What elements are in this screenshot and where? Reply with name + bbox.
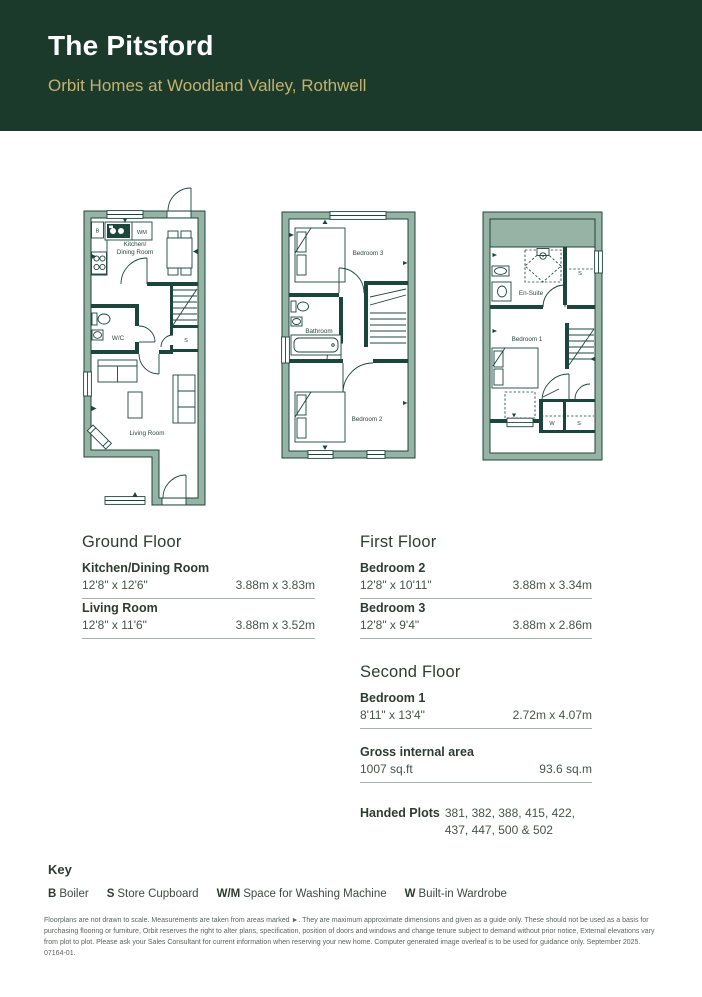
bedroom1-label: Bedroom 1 xyxy=(511,336,543,343)
double-bed xyxy=(295,392,345,442)
key-item xyxy=(405,888,507,900)
table-row xyxy=(82,599,315,639)
store-top-label: S xyxy=(578,271,582,277)
floor-heading-ground: Ground Floor xyxy=(82,533,182,551)
front-door xyxy=(167,188,191,218)
kitchen-label-line2: Dining Room xyxy=(116,249,154,256)
store-bottom-label: S xyxy=(577,421,581,427)
double-bed xyxy=(492,348,538,388)
room-dims-imperial: 12'8" x 11'6" xyxy=(82,618,147,632)
gross-area-row xyxy=(360,743,592,783)
key-label: Boiler xyxy=(59,888,89,900)
store-label: S xyxy=(184,338,188,344)
double-bed xyxy=(295,228,345,282)
sofa xyxy=(98,360,137,382)
handed-plots-values: 381, 382, 388, 415, 422, 437, 447, 500 & 502 xyxy=(444,806,575,837)
boiler-cupboard xyxy=(92,222,104,238)
window xyxy=(105,497,145,505)
second-floor-plan xyxy=(481,209,607,465)
key-abbr: S xyxy=(106,888,115,900)
kitchen-label-line1: Kitchen/ xyxy=(123,241,147,248)
room-dims-metric: 3.88m x 3.34m xyxy=(512,578,592,592)
eaves-band xyxy=(490,219,595,247)
floor-heading-second: Second Floor xyxy=(360,663,461,681)
window xyxy=(330,212,386,220)
window xyxy=(107,211,143,219)
key-label: Space for Washing Machine xyxy=(243,888,387,900)
wardrobe-label: W xyxy=(549,421,555,427)
key-item xyxy=(217,888,387,900)
key-abbr: W xyxy=(404,888,416,900)
living-room-label: Living Room xyxy=(129,430,165,437)
toilet xyxy=(92,313,110,325)
first-floor-plan xyxy=(278,205,419,463)
key-title: Key xyxy=(48,862,72,877)
window xyxy=(282,337,290,363)
sofa xyxy=(173,375,195,423)
table-row xyxy=(360,689,592,729)
header-band xyxy=(0,0,702,131)
toilet xyxy=(291,301,309,312)
room-dims-imperial: 12'8" x 9'4" xyxy=(360,618,420,632)
gross-area-imperial: 1007 sq.ft xyxy=(360,762,413,776)
table-row xyxy=(360,559,592,599)
basin xyxy=(291,317,302,326)
coffee-table xyxy=(128,392,142,418)
key-label: Store Cupboard xyxy=(117,888,199,900)
ground-floor-table xyxy=(82,533,315,639)
gross-area-metric: 93.6 sq.m xyxy=(539,762,592,776)
room-dims-imperial: 12'8" x 12'6" xyxy=(82,578,148,592)
handed-plots-label: Handed Plots xyxy=(360,806,440,820)
window xyxy=(507,418,533,427)
handed-plots xyxy=(360,805,592,839)
page-subtitle: Orbit Homes at Woodland Valley, Rothwell xyxy=(48,76,367,95)
toilet xyxy=(492,282,511,301)
key-item xyxy=(107,888,199,900)
boiler-label: B xyxy=(95,228,100,235)
ensuite-label: En-Suite xyxy=(518,290,544,297)
window xyxy=(367,451,385,459)
disclaimer-text: Floorplans are not drawn to scale. Measurements are taken from areas marked ►. They are maximum approximate dimensions and given as a guide only. These should not be used as a basis for purchasing flooring or furniture, Orbit reserves the right to alter plans, specification, position of doors and windows and change tenure subject to demand without prior notice, External elevations vary from plot to plot. Please ask your Sales Consultant for current information when reserving your new home. Computer generated image overleaf is to be used for guidance only. September 2025. 07164-01. xyxy=(44,917,655,957)
ground-floor-plan xyxy=(78,178,210,508)
window xyxy=(84,372,92,396)
key-abbr: B xyxy=(48,888,57,900)
room-name: Kitchen/Dining Room xyxy=(82,561,210,575)
window xyxy=(595,251,603,273)
room-name: Bedroom 2 xyxy=(360,561,426,575)
basin xyxy=(492,266,509,276)
wc-label: W/C xyxy=(111,335,125,342)
sink-washing-machine-unit xyxy=(105,222,152,240)
room-dims-imperial: 8'11" x 13'4" xyxy=(360,708,425,722)
window xyxy=(308,451,333,459)
gross-area-label: Gross internal area xyxy=(360,745,474,759)
room-dims-metric: 3.88m x 3.83m xyxy=(235,578,315,592)
room-dims-metric: 3.88m x 3.52m xyxy=(235,618,315,632)
basin xyxy=(92,330,103,340)
table-row xyxy=(360,599,592,639)
table-row xyxy=(82,559,315,599)
dining-table xyxy=(167,231,192,275)
upper-floors-table xyxy=(360,533,592,839)
bedroom3-label: Bedroom 3 xyxy=(352,250,384,257)
measure-arrow xyxy=(133,492,138,497)
page-title: The Pitsford xyxy=(48,30,214,61)
bedroom2-label: Bedroom 2 xyxy=(351,416,383,423)
bath xyxy=(291,335,341,355)
key-label: Built-in Wardrobe xyxy=(418,888,507,900)
floor-heading-first: First Floor xyxy=(360,533,437,551)
room-name: Bedroom 1 xyxy=(360,691,426,705)
washing-machine-label: WM xyxy=(137,230,147,236)
room-name: Living Room xyxy=(82,601,158,615)
room-dims-metric: 2.72m x 4.07m xyxy=(512,708,592,722)
key-section xyxy=(48,862,507,900)
key-abbr: W/M xyxy=(216,888,241,900)
bathroom-label: Bathroom xyxy=(305,328,333,335)
room-name: Bedroom 3 xyxy=(360,601,426,615)
room-dims-imperial: 12'8" x 10'11" xyxy=(360,578,432,592)
room-dims-metric: 3.88m x 2.86m xyxy=(512,618,592,632)
key-item xyxy=(48,888,89,900)
